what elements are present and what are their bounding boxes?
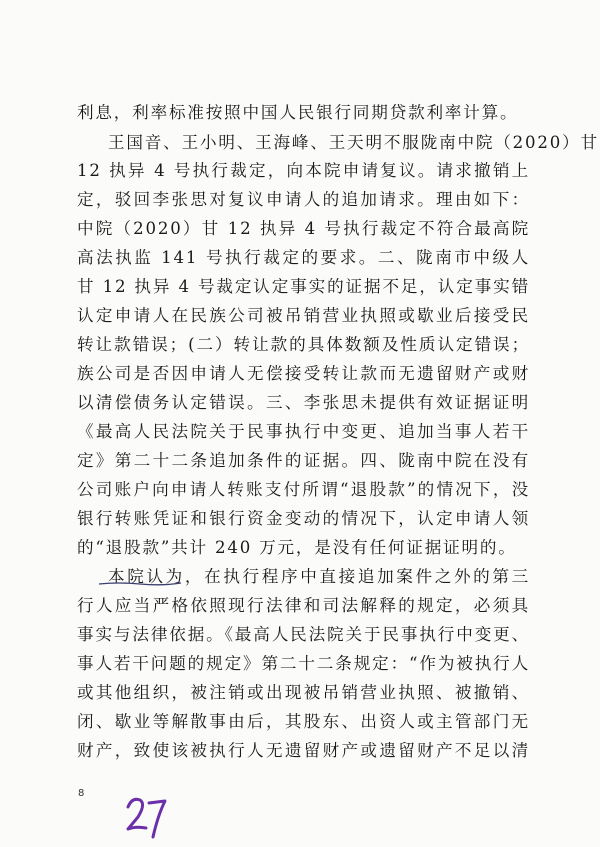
handwritten-page-annotation	[122, 795, 172, 841]
text-line: 中院（2020）甘 12 执异 4 号执行裁定不符合最高院	[77, 219, 530, 238]
text-line: 转让款错误；(二）转让款的具体数额及性质认定错误；	[77, 335, 530, 354]
paragraph-start-line: 本院认为，在执行程序中直接追加案件之外的第三	[108, 567, 530, 586]
handwritten-underline	[98, 581, 182, 587]
text-line: 以清偿债务认定错误。三、李张思未提供有效证据证明	[77, 393, 530, 412]
text-line: 甘 12 执异 4 号裁定认定事实的证据不足，认定事实错	[77, 277, 530, 296]
text-line: 银行转账凭证和银行资金变动的情况下，认定申请人领	[77, 509, 530, 528]
text-line: 事人若干问题的规定》第二十二条规定：“作为被执行人	[77, 654, 530, 673]
text-line: 行人应当严格依照现行法律和司法解释的规定，必须具	[77, 596, 530, 615]
text-line: 高法执监 141 号执行裁定的要求。二、陇南市中级人	[77, 248, 530, 267]
text-line: 或其他组织，被注销或出现被吊销营业执照、被撤销、	[77, 683, 530, 702]
text-line: 闭、歇业等解散事由后，其股东、出资人或主管部门无	[77, 712, 530, 731]
text-line: 12 执异 4 号执行裁定，向本院申请复议。请求撤销上	[77, 161, 530, 180]
text-line: 定》第二十二条追加条件的证据。四、陇南中院在没有	[77, 451, 530, 470]
text-line: 利息，利率标准按照中国人民银行同期贷款利率计算。	[77, 103, 519, 122]
text-line: 定，驳回李张思对复议申请人的追加请求。理由如下：	[77, 190, 530, 209]
text-line: 认定申请人在民族公司被吊销营业执照或歇业后接受民	[77, 306, 530, 325]
text-line: 的“退股款”共计 240 万元，是没有任何证据证明的。	[77, 538, 517, 557]
text-line: 事实与法律依据。《最高人民法院关于民事执行中变更、	[77, 625, 530, 644]
page-number: 8	[78, 788, 85, 799]
text-line: 族公司是否因申请人无偿接受转让款而无遗留财产或财	[77, 364, 530, 383]
text-line: 财产，致使该被执行人无遗留财产或遗留财产不足以清	[77, 741, 530, 760]
text-line: 《最高人民法院关于民事执行中变更、追加当事人若干	[77, 422, 530, 441]
text-line: 公司账户向申请人转账支付所谓“退股款”的情况下，没	[77, 480, 530, 499]
paragraph-start-line: 王国音、王小明、王海峰、王天明不服陇南中院（2020）甘	[108, 133, 599, 152]
